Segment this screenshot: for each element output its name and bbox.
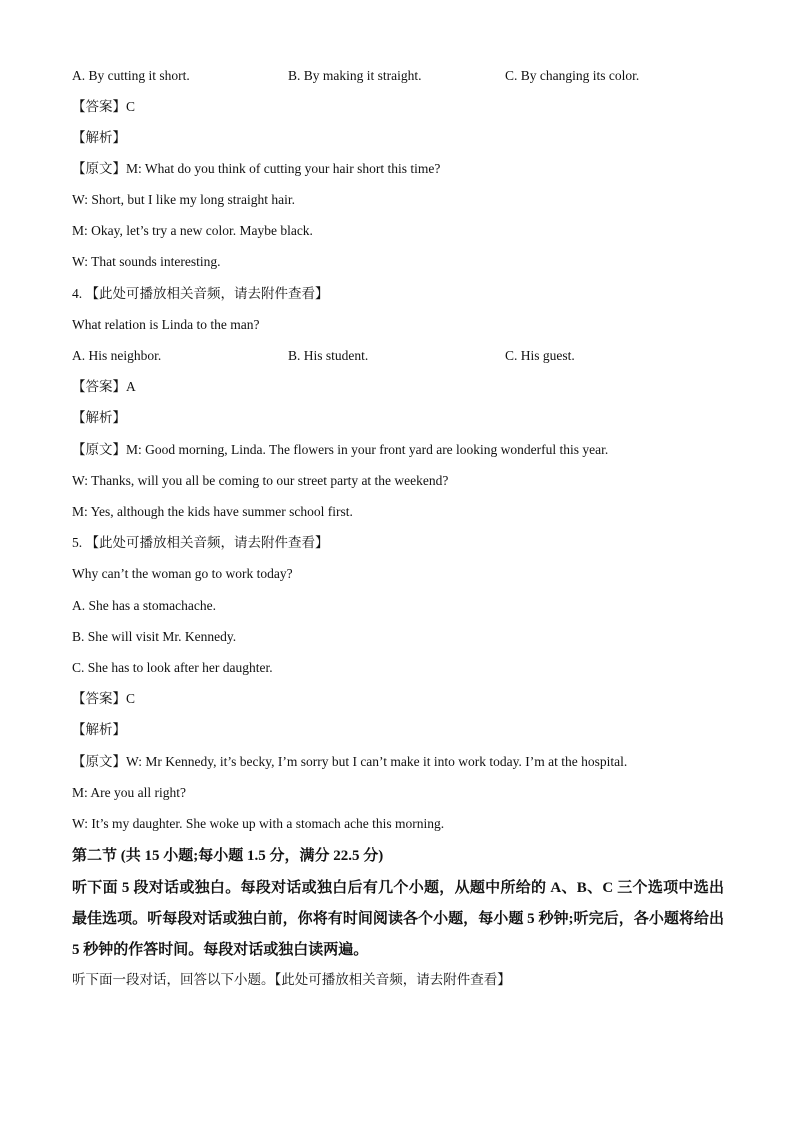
q5-analysis: 【解析】 — [72, 722, 126, 737]
q4-option-a: A. His neighbor. — [72, 348, 162, 363]
section2-heading: 第二节 (共 15 小题;每小题 1.5 分，满分 22.5 分) — [72, 848, 384, 864]
q3-analysis: 【解析】 — [72, 130, 126, 145]
q5-option-b: B. She will visit Mr. Kennedy. — [72, 629, 237, 644]
q5-answer: 【答案】C — [72, 691, 136, 706]
q4-question: What relation is Linda to the man? — [72, 317, 260, 332]
q4-analysis: 【解析】 — [72, 410, 126, 425]
q5-transcript-line: M: Are you all right? — [72, 785, 186, 800]
q3-transcript-line: M: Okay, let’s try a new color. Maybe black. — [72, 223, 313, 238]
q5-transcript-line: 【原文】W: Mr Kennedy, it’s becky, I’m sorry but I can’t make it into work today. I’m at the hospital. — [72, 754, 628, 769]
q4-transcript-line: W: Thanks, will you all be coming to our street party at the weekend? — [72, 473, 449, 488]
q3-transcript-line: 【原文】M: What do you think of cutting your hair short this time? — [72, 161, 441, 176]
q4-answer: 【答案】A — [72, 379, 136, 394]
section2-prompt: 听下面一段对话，回答以下小题。【此处可播放相关音频，请去附件查看】 — [72, 972, 511, 987]
q3-option-c: C. By changing its color. — [505, 68, 640, 83]
q5-option-c: C. She has to look after her daughter. — [72, 660, 273, 675]
q3-option-a: A. By cutting it short. — [72, 68, 190, 83]
q4-number: 4. 【此处可播放相关音频，请去附件查看】 — [72, 286, 329, 301]
q3-transcript-line: W: Short, but I like my long straight hair. — [72, 192, 295, 207]
q4-option-b: B. His student. — [288, 348, 369, 363]
q5-number: 5. 【此处可播放相关音频，请去附件查看】 — [72, 535, 329, 550]
q5-question: Why can’t the woman go to work today? — [72, 566, 293, 581]
q3-answer: 【答案】C — [72, 99, 136, 114]
q3-option-b: B. By making it straight. — [288, 68, 422, 83]
q3-transcript-line: W: That sounds interesting. — [72, 254, 221, 269]
q5-transcript-line: W: It’s my daughter. She woke up with a stomach ache this morning. — [72, 816, 445, 831]
section2-instructions: 听下面 5 段对话或独白。每段对话或独白后有几个小题，从题中所给的 A、B、C 三个选项中选出最佳选项。听每段对话或独白前，你将有时间阅读各个小题，每小题 5 秒钟;听完后，各小题将给出 5 秒钟的作答时间。每段对话或独白读两遍。 — [72, 880, 724, 958]
q4-transcript-line: 【原文】M: Good morning, Linda. The flowers in your front yard are looking wonderful this year. — [72, 442, 609, 457]
q4-transcript-line: M: Yes, although the kids have summer school first. — [72, 504, 353, 519]
q4-option-c: C. His guest. — [505, 348, 575, 363]
q5-option-a: A. She has a stomachache. — [72, 598, 216, 613]
